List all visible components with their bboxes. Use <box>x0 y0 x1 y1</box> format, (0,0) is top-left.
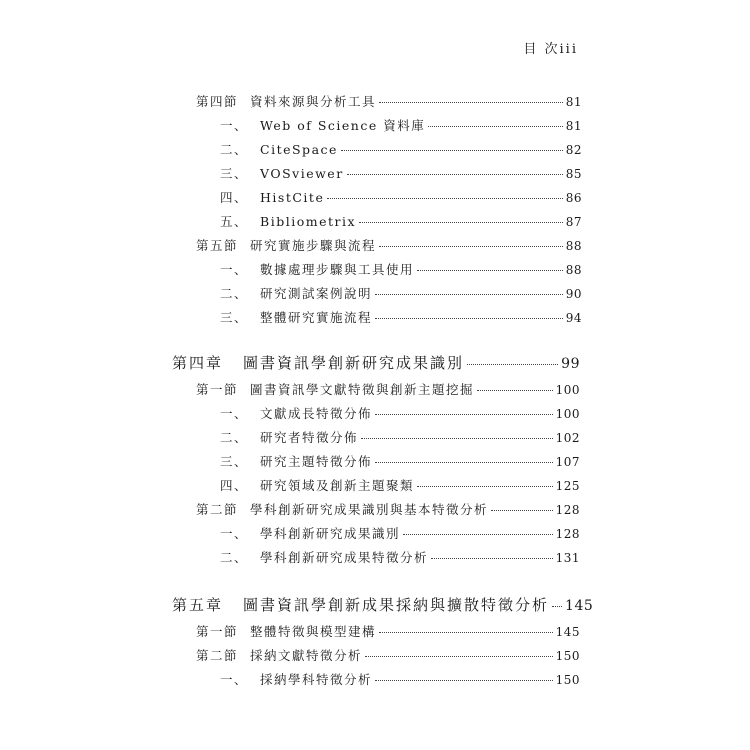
entry-title: 研究主題特徵分佈 <box>260 454 373 469</box>
entry-title: 文獻成長特徵分佈 <box>260 406 373 421</box>
entry-title: 資料來源與分析工具 <box>250 94 377 109</box>
entry-number: 第二節 <box>196 502 239 517</box>
entry-title: VOSviewer <box>260 166 344 181</box>
toc-entry <box>220 140 582 158</box>
toc-entry <box>220 452 580 470</box>
toc-entry <box>220 404 580 422</box>
entry-page: 107 <box>555 455 580 469</box>
running-header: 目 次iii <box>523 42 578 57</box>
toc-entry <box>220 116 582 134</box>
dot-leader <box>552 606 562 607</box>
dot-leader <box>375 318 563 319</box>
dot-leader <box>417 270 563 271</box>
entry-page: 150 <box>555 673 580 687</box>
entry-title: 研究領域及創新主題聚類 <box>260 478 415 493</box>
toc-entry <box>220 284 582 302</box>
chapter-title: 圖書資訊學創新成果採納與擴散特徵分析 <box>243 596 550 614</box>
dot-leader <box>379 246 563 247</box>
entry-page: 131 <box>555 551 580 565</box>
entry-page: 145 <box>565 598 594 614</box>
dot-leader <box>428 126 562 127</box>
dot-leader <box>365 656 553 657</box>
chapter-title: 圖書資訊學創新研究成果識別 <box>243 354 465 372</box>
entry-title: 學科創新研究成果識別 <box>260 526 401 541</box>
toc-entry <box>220 548 580 566</box>
entry-number: 一、 <box>220 406 249 421</box>
chapter-number: 第四章 <box>172 354 224 372</box>
entry-page: 87 <box>565 215 582 229</box>
toc-entry <box>220 524 580 542</box>
dot-leader <box>431 558 553 559</box>
entry-title: 整體特徵與模型建構 <box>250 624 377 639</box>
toc-entry <box>220 308 582 326</box>
entry-page: 100 <box>555 383 580 397</box>
entry-number: 第二節 <box>196 648 239 663</box>
entry-page: 88 <box>565 263 582 277</box>
dot-leader <box>403 534 553 535</box>
toc-entry <box>220 476 580 494</box>
entry-number: 四、 <box>220 190 249 205</box>
toc-entry <box>196 92 582 110</box>
entry-page: 128 <box>555 527 580 541</box>
entry-number: 三、 <box>220 454 249 469</box>
entry-page: 81 <box>565 95 582 109</box>
entry-page: 85 <box>565 167 582 181</box>
toc-entry <box>196 622 580 640</box>
entry-title: 圖書資訊學文獻特徵與創新主題挖掘 <box>250 382 475 397</box>
toc-entry <box>220 428 580 446</box>
entry-title: 研究者特徵分佈 <box>260 430 359 445</box>
dot-leader <box>379 632 553 633</box>
dot-leader <box>361 438 553 439</box>
entry-page: 145 <box>555 625 580 639</box>
entry-title: HistCite <box>260 190 325 205</box>
dot-leader <box>467 364 558 365</box>
entry-title: 整體研究實施流程 <box>260 310 373 325</box>
entry-number: 三、 <box>220 166 249 181</box>
entry-title: Bibliometrix <box>260 214 357 229</box>
dot-leader <box>491 510 553 511</box>
entry-page: 86 <box>565 191 582 205</box>
entry-title: 學科創新研究成果識別與基本特徵分析 <box>250 502 489 517</box>
dot-leader <box>379 102 563 103</box>
entry-page: 99 <box>561 356 580 372</box>
entry-title: CiteSpace <box>260 142 338 157</box>
entry-number: 第一節 <box>196 382 239 397</box>
toc-entry <box>196 500 580 518</box>
entry-number: 一、 <box>220 262 249 277</box>
toc-chapter-entry <box>172 594 594 615</box>
entry-page: 88 <box>565 239 582 253</box>
dot-leader <box>375 680 553 681</box>
entry-number: 一、 <box>220 526 249 541</box>
entry-number: 第一節 <box>196 624 239 639</box>
toc-entry <box>196 646 580 664</box>
entry-number: 二、 <box>220 142 249 157</box>
entry-title: 研究實施步驟與流程 <box>250 238 377 253</box>
entry-page: 94 <box>565 311 582 325</box>
entry-number: 三、 <box>220 310 249 325</box>
entry-title: 學科創新研究成果特徵分析 <box>260 550 429 565</box>
entry-title: 採納學科特徵分析 <box>260 672 373 687</box>
toc-entry <box>220 164 582 182</box>
entry-page: 82 <box>565 143 582 157</box>
entry-page: 81 <box>565 119 582 133</box>
entry-title: 研究測試案例說明 <box>260 286 373 301</box>
dot-leader <box>347 174 563 175</box>
toc-entry <box>220 260 582 278</box>
entry-page: 90 <box>565 287 582 301</box>
toc-entry <box>196 380 580 398</box>
entry-number: 一、 <box>220 672 249 687</box>
dot-leader <box>477 390 553 391</box>
dot-leader <box>375 294 563 295</box>
entry-number: 五、 <box>220 214 249 229</box>
toc-entry <box>196 236 582 254</box>
entry-number: 二、 <box>220 550 249 565</box>
entry-title: 數據處理步驟與工具使用 <box>260 262 415 277</box>
entry-title: Web of Science 資料庫 <box>260 118 426 133</box>
entry-title: 採納文獻特徵分析 <box>250 648 363 663</box>
dot-leader <box>375 414 553 415</box>
toc-entry <box>220 212 582 230</box>
entry-page: 102 <box>555 431 580 445</box>
dot-leader <box>359 222 563 223</box>
entry-page: 150 <box>555 649 580 663</box>
toc-chapter-entry <box>172 352 580 373</box>
entry-number: 四、 <box>220 478 249 493</box>
dot-leader <box>375 462 553 463</box>
entry-number: 第五節 <box>196 238 239 253</box>
entry-page: 128 <box>555 503 580 517</box>
entry-number: 二、 <box>220 286 249 301</box>
dot-leader <box>417 486 553 487</box>
entry-number: 第四節 <box>196 94 239 109</box>
toc-entry <box>220 670 580 688</box>
dot-leader <box>341 150 563 151</box>
entry-number: 二、 <box>220 430 249 445</box>
chapter-number: 第五章 <box>172 596 224 614</box>
entry-number: 一、 <box>220 118 249 133</box>
entry-page: 125 <box>555 479 580 493</box>
entry-page: 100 <box>555 407 580 421</box>
toc-entry <box>220 188 582 206</box>
dot-leader <box>327 198 562 199</box>
